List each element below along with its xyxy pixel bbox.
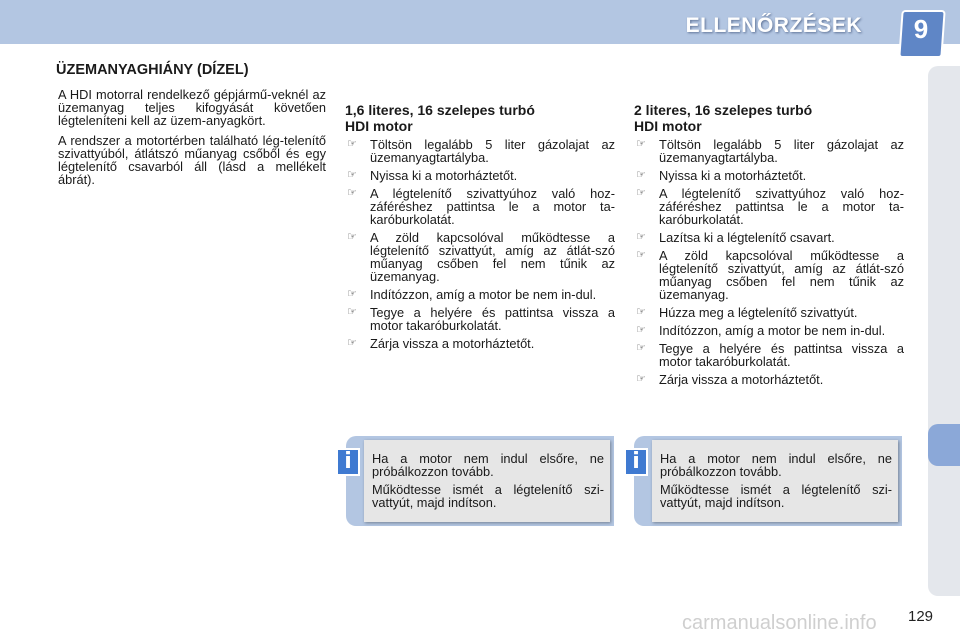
pointing-hand-icon: ☞ xyxy=(636,324,646,336)
info-box xyxy=(346,436,614,526)
pointing-hand-icon: ☞ xyxy=(636,249,646,261)
intro-paragraph: A rendszer a motortérben található lég-telenítő szivattyúból, átlátszó műanyag csőből és egy légtelenítő csavarból áll (lásd a mellékelt ábrát). xyxy=(58,133,326,187)
pointing-hand-icon: ☞ xyxy=(347,288,357,300)
list-item: ☞ Töltsön legalább 5 liter gázolajat az üzemanyagtartályba. xyxy=(636,137,904,165)
info-text: Ha a motor nem indul elsőre, ne próbálkozzon tovább. xyxy=(660,451,892,479)
list-item: ☞ A zöld kapcsolóval működtesse a légtelenítő szivattyút, amíg az átlát-szó műanyag csőben fel nem tűnik az üzemanyag. xyxy=(347,230,615,284)
list-item: ☞ A légtelenítő szivattyúhoz való hoz-záféréshez pattintsa le a motor ta-karóburkolatát. xyxy=(347,186,615,227)
chapter-title: ELLENŐRZÉSEK xyxy=(685,14,862,37)
section-title: ÜZEMANYAGHIÁNY (DÍZEL) xyxy=(56,62,249,78)
pointing-hand-icon: ☞ xyxy=(347,187,357,199)
info-box xyxy=(634,436,902,526)
pointing-hand-icon: ☞ xyxy=(636,373,646,385)
info-content xyxy=(652,440,898,522)
intro-paragraph: A HDI motorral rendelkező gépjármű-veknél az üzemanyag teljes kifogyását követően légteleníteni kell az üzem-anyagkört. xyxy=(58,87,326,128)
list-item: ☞ A légtelenítő szivattyúhoz való hoz-záféréshez pattintsa le a motor ta-karóburkolatát. xyxy=(636,186,904,227)
list-item: ☞ Nyissa ki a motorháztetőt. xyxy=(636,168,807,183)
intro-text xyxy=(58,88,326,193)
list-item: ☞ Tegye a helyére és pattintsa vissza a motor takaróburkolatát. xyxy=(347,305,615,333)
info-text: Működtesse ismét a légtelenítő szi-vattyút, majd indítson. xyxy=(660,482,892,510)
pointing-hand-icon: ☞ xyxy=(347,337,357,349)
steps-list-1-6 xyxy=(345,138,615,355)
info-icon: i xyxy=(624,448,648,476)
page-number: 129 xyxy=(908,608,934,625)
info-text: Működtesse ismét a légtelenítő szi-vattyút, majd indítson. xyxy=(372,482,604,510)
list-item: ☞ Indítózzon, amíg a motor be nem in-dul. xyxy=(636,323,886,338)
subheading-1-6: 1,6 literes, 16 szelepes turbó HDI motor xyxy=(345,102,535,134)
list-item: ☞ Töltsön legalább 5 liter gázolajat az üzemanyagtartályba. xyxy=(347,137,615,165)
chapter-number: 9 xyxy=(913,14,929,44)
side-index-tab[interactable] xyxy=(928,424,960,466)
pointing-hand-icon: ☞ xyxy=(347,169,357,181)
info-content xyxy=(364,440,610,522)
list-item: ☞ Húzza meg a légtelenítő szivattyút. xyxy=(636,305,858,320)
pointing-hand-icon: ☞ xyxy=(636,342,646,354)
pointing-hand-icon: ☞ xyxy=(636,187,646,199)
list-item: ☞ Zárja vissza a motorháztetőt. xyxy=(347,336,535,351)
list-item: ☞ Nyissa ki a motorháztetőt. xyxy=(347,168,518,183)
pointing-hand-icon: ☞ xyxy=(636,231,646,243)
list-item: ☞ A zöld kapcsolóval működtesse a légtelenítő szivattyút, amíg az átlát-szó műanyag csőben fel nem tűnik az üzemanyag. xyxy=(636,248,904,302)
list-item: ☞ Lazítsa ki a légtelenítő csavart. xyxy=(636,230,835,245)
info-icon: i xyxy=(336,448,360,476)
pointing-hand-icon: ☞ xyxy=(636,138,646,150)
steps-list-2-0 xyxy=(634,138,904,391)
pointing-hand-icon: ☞ xyxy=(347,231,357,243)
pointing-hand-icon: ☞ xyxy=(636,169,646,181)
watermark: carmanualsonline.info xyxy=(682,612,877,634)
side-index-strip xyxy=(928,66,960,596)
list-item: ☞ Tegye a helyére és pattintsa vissza a motor takaróburkolatát. xyxy=(636,341,904,369)
pointing-hand-icon: ☞ xyxy=(636,306,646,318)
subheading-2-0: 2 literes, 16 szelepes turbó HDI motor xyxy=(634,102,813,134)
pointing-hand-icon: ☞ xyxy=(347,138,357,150)
list-item: ☞ Zárja vissza a motorháztetőt. xyxy=(636,372,824,387)
pointing-hand-icon: ☞ xyxy=(347,306,357,318)
info-text: Ha a motor nem indul elsőre, ne próbálkozzon tovább. xyxy=(372,451,604,479)
list-item: ☞ Indítózzon, amíg a motor be nem in-dul. xyxy=(347,287,597,302)
